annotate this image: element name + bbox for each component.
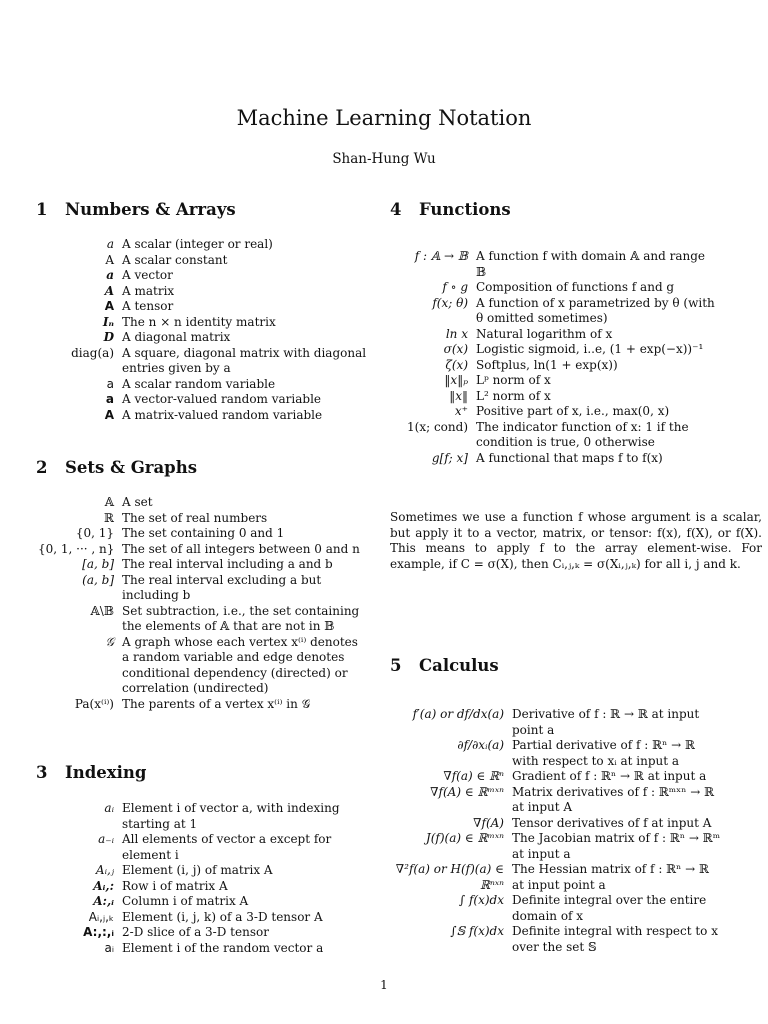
notation-table-calculus <box>390 707 724 955</box>
notation-symbol: a₋ᵢ <box>98 832 114 846</box>
notation-symbol: 𝔸 <box>104 495 114 509</box>
section-title: Sets & Graphs <box>65 458 198 477</box>
notation-description: Gradient of f : ℝⁿ → ℝ at input a <box>512 769 707 783</box>
notation-row <box>390 404 716 420</box>
section-title: Indexing <box>65 763 147 782</box>
notation-description: A tensor <box>122 299 174 313</box>
notation-row <box>38 863 362 879</box>
notation-row <box>390 769 724 785</box>
notation-description: Composition of functions f and g <box>476 280 675 294</box>
notation-row <box>38 315 384 331</box>
section-heading-indexing <box>36 763 146 782</box>
notation-symbol: 𝒢 <box>105 634 114 649</box>
notation-table-indexing <box>38 801 362 956</box>
notation-symbol: Iₙ <box>102 314 114 329</box>
notation-symbol: Aᵢ,ⱼ <box>95 863 114 877</box>
notation-description: Set subtraction, i.e., the set containing the elements of 𝔸 that are not in 𝔹 <box>122 603 360 633</box>
notation-description: A scalar random variable <box>122 376 276 391</box>
section-heading-functions <box>390 200 511 219</box>
notation-symbol: ∇f(A) <box>473 815 504 830</box>
section-heading-calculus <box>390 656 499 675</box>
notation-row <box>38 253 384 269</box>
notation-description: A function f with domain 𝔸 and range 𝔹 <box>476 249 705 279</box>
notation-row <box>38 392 384 408</box>
notation-row <box>38 495 362 511</box>
notation-symbol: ∂f/∂xᵢ(a) <box>457 738 504 752</box>
notation-symbol: ∇f(a) ∈ ℝⁿ <box>443 769 504 783</box>
notation-symbol: Aᵢ,ⱼ,ₖ <box>88 909 114 924</box>
notation-row <box>390 389 716 405</box>
notation-description: Element i of vector a, with indexing starting at 1 <box>122 801 340 831</box>
notation-row <box>38 832 362 863</box>
section-title: Calculus <box>419 656 499 675</box>
notation-row <box>38 925 362 941</box>
notation-symbol: x⁺ <box>454 404 468 418</box>
notation-symbol: f ∘ g <box>442 280 468 294</box>
notation-description: A scalar constant <box>122 252 228 267</box>
section-number: 2 <box>36 458 48 477</box>
notation-description: Partial derivative of f : ℝⁿ → ℝ with respect to xᵢ at input a <box>512 738 695 768</box>
notation-row <box>390 296 716 327</box>
notation-symbol: A <box>105 252 114 267</box>
notation-description: The indicator function of x: 1 if the condition is true, 0 otherwise <box>476 419 689 449</box>
notation-description: Derivative of f : ℝ → ℝ at input point a <box>512 707 700 737</box>
functions-paragraph: Sometimes we use a function f whose argument is a scalar, but apply it to a vector, matrix, or tensor: f(x), f(X), or f(X). This means to apply f to the array element-wise. For example, if C = σ(X), then Cᵢ,ⱼ,ₖ = σ(Xᵢ,ⱼ,ₖ) for all i, j and k. <box>390 510 762 571</box>
notation-row <box>390 373 716 389</box>
notation-row <box>38 377 384 393</box>
notation-row <box>390 785 724 816</box>
notation-description: Row i of matrix A <box>122 878 228 893</box>
notation-symbol: ∇f(A) ∈ ℝᵐˣⁿ <box>430 784 504 799</box>
notation-row <box>390 342 716 358</box>
notation-description: A graph whose each vertex x⁽ⁱ⁾ denotes a random variable and edge denotes conditional dependency (directed) or correlation (undirected) <box>122 634 358 695</box>
notation-symbol: J(f)(a) ∈ ℝᵐˣⁿ <box>425 831 504 845</box>
notation-row <box>38 526 362 542</box>
paper-title: Machine Learning Notation <box>236 106 532 130</box>
section-number: 5 <box>390 656 402 675</box>
notation-description: A set <box>122 495 153 509</box>
notation-symbol: ‖x‖ <box>449 388 468 403</box>
notation-description: The set of real numbers <box>122 510 268 525</box>
page-number: 1 <box>380 978 388 992</box>
notation-symbol: D <box>103 330 114 344</box>
notation-symbol: A <box>104 283 114 298</box>
notation-row <box>38 910 362 926</box>
notation-symbol: f : 𝔸 → 𝔹 <box>414 249 468 263</box>
notation-symbol: aᵢ <box>104 801 114 815</box>
notation-description: The set of all integers between 0 and n <box>122 541 360 556</box>
notation-description: Natural logarithm of x <box>476 326 613 341</box>
notation-description: The real interval excluding a but including b <box>122 572 322 602</box>
notation-row <box>38 697 362 713</box>
notation-symbol: σ(x) <box>443 342 468 356</box>
notation-description: Positive part of x, i.e., max(0, x) <box>476 404 670 418</box>
paper-author: Shan-Hung Wu <box>332 151 436 167</box>
notation-description: L² norm of x <box>476 388 551 403</box>
notation-symbol: g[f; x] <box>431 450 468 465</box>
notation-symbol: A <box>104 299 114 313</box>
notation-table-functions <box>390 249 716 466</box>
section-heading-numbers-arrays <box>36 200 236 219</box>
notation-description: A diagonal matrix <box>122 330 231 344</box>
notation-row <box>38 330 384 346</box>
notation-row <box>38 511 362 527</box>
section-title: Numbers & Arrays <box>65 200 236 219</box>
notation-row <box>38 635 362 697</box>
notation-symbol: ζ(x) <box>445 357 468 372</box>
notation-row <box>390 420 716 451</box>
notation-row <box>38 284 384 300</box>
notation-description: The set containing 0 and 1 <box>122 526 285 540</box>
section-number: 3 <box>36 763 48 782</box>
notation-symbol: {0, 1, ··· , n} <box>38 541 115 556</box>
notation-description: The Jacobian matrix of f : ℝⁿ → ℝᵐ at input a <box>512 831 721 861</box>
notation-row <box>38 879 362 895</box>
notation-symbol: f′(a) or df/dx(a) <box>412 707 504 721</box>
notation-row <box>38 237 384 253</box>
notation-row <box>390 249 716 280</box>
notation-row <box>390 816 724 832</box>
notation-row <box>38 604 362 635</box>
notation-symbol: diag(a) <box>71 345 114 360</box>
notation-row <box>38 268 384 284</box>
notation-description: A matrix-valued random variable <box>122 407 323 422</box>
section-heading-sets-graphs <box>36 458 197 477</box>
notation-row <box>38 542 362 558</box>
notation-description: Definite integral over the entire domain of x <box>512 893 707 923</box>
notation-description: A matrix <box>122 283 175 298</box>
notation-table-numbers-arrays <box>38 237 384 423</box>
notation-description: A functional that maps f to f(x) <box>476 450 663 465</box>
notation-description: Column i of matrix A <box>122 894 249 908</box>
notation-symbol: A:,ᵢ <box>93 894 114 908</box>
notation-description: Element i of the random vector a <box>122 940 324 955</box>
section-title: Functions <box>419 200 511 219</box>
notation-symbol: 1(x; cond) <box>407 419 468 434</box>
notation-description: Matrix derivatives of f : ℝᵐˣⁿ → ℝ at input A <box>512 784 715 814</box>
notation-symbol: A:,:,ᵢ <box>83 925 114 939</box>
notation-symbol: ‖x‖ₚ <box>444 373 468 387</box>
notation-symbol: 𝔸\𝔹 <box>90 603 114 618</box>
notation-description: Element (i, j) of matrix A <box>122 863 273 877</box>
notation-symbol: Pa(x⁽ⁱ⁾) <box>74 696 114 711</box>
notation-symbol: [a, b] <box>82 557 114 571</box>
notation-description: Lᵖ norm of x <box>476 373 551 387</box>
notation-row <box>390 451 716 467</box>
notation-row <box>390 862 724 893</box>
notation-row <box>38 408 384 424</box>
notation-description: A vector-valued random variable <box>122 392 322 406</box>
notation-description: A square, diagonal matrix with diagonal entries given by a <box>122 345 367 375</box>
section-number: 1 <box>36 200 48 219</box>
notation-description: All elements of vector a except for element i <box>122 832 332 862</box>
notation-row <box>390 738 724 769</box>
notation-description: 2-D slice of a 3-D tensor <box>122 925 269 939</box>
notation-description: Definite integral with respect to x over the set 𝕊 <box>512 924 718 954</box>
notation-row <box>390 280 716 296</box>
notation-row <box>390 358 716 374</box>
notation-description: Logistic sigmoid, i..e, (1 + exp(−x))⁻¹ <box>476 342 704 356</box>
notation-description: Element (i, j, k) of a 3-D tensor A <box>122 909 323 924</box>
section-number: 4 <box>390 200 402 219</box>
notation-description: The n × n identity matrix <box>122 314 276 329</box>
notation-symbol: aᵢ <box>104 940 114 955</box>
notation-symbol: a <box>106 237 114 251</box>
notation-row <box>390 893 724 924</box>
notation-row <box>38 557 362 573</box>
notation-symbol: (a, b] <box>82 572 114 587</box>
notation-description: The real interval including a and b <box>122 557 333 571</box>
notation-symbol: {0, 1} <box>75 526 114 540</box>
notation-row <box>38 941 362 957</box>
notation-description: Tensor derivatives of f at input A <box>512 815 712 830</box>
notation-description: The parents of a vertex x⁽ⁱ⁾ in 𝒢 <box>122 696 311 711</box>
notation-symbol: Aᵢ,: <box>93 878 114 893</box>
notation-symbol: ℝ <box>104 510 114 525</box>
notation-row <box>38 346 384 377</box>
notation-symbol: A <box>104 407 114 422</box>
notation-description: Softplus, ln(1 + exp(x)) <box>476 357 618 372</box>
notation-row <box>38 573 362 604</box>
notation-row <box>38 801 362 832</box>
notation-row <box>390 831 724 862</box>
notation-symbol: f(x; θ) <box>432 295 468 310</box>
notation-symbol: ln x <box>445 326 468 341</box>
notation-description: A scalar (integer or real) <box>122 237 273 251</box>
notation-description: The Hessian matrix of f : ℝⁿ → ℝ at input point a <box>512 862 709 892</box>
notation-table-sets-graphs <box>38 495 362 712</box>
notation-row <box>390 924 724 955</box>
notation-row <box>390 707 724 738</box>
notation-row <box>390 327 716 343</box>
notation-description: A function of x parametrized by θ (with θ omitted sometimes) <box>476 295 715 325</box>
notation-row <box>38 894 362 910</box>
notation-symbol: ∫𝕊 f(x)dx <box>450 924 504 938</box>
notation-description: A vector <box>122 268 173 282</box>
notation-symbol: a <box>106 376 114 391</box>
notation-symbol: ∇²f(a) or H(f)(a) ∈ ℝⁿˣⁿ <box>395 862 504 892</box>
notation-symbol: a <box>106 268 114 282</box>
notation-symbol: ∫ f(x)dx <box>458 893 504 907</box>
notation-row <box>38 299 384 315</box>
notation-symbol: a <box>105 392 114 406</box>
